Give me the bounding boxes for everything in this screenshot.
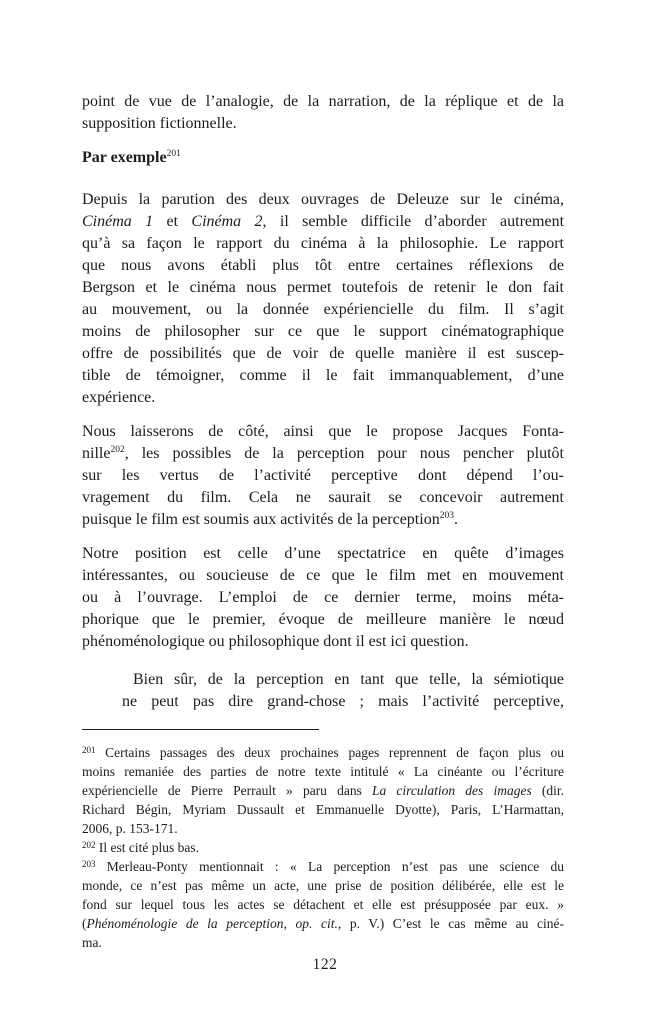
footnote-list: [82, 743, 564, 952]
text-segment: fond sur lequel tous les actes se détachent et elle est présupposée par eux. »: [82, 897, 564, 912]
text-segment: au mouvement, ou la donnée expériencielle du film. Il s’agit: [82, 301, 564, 318]
text-line: [82, 781, 564, 800]
text-segment: Merleau-Ponty mentionnait : « La perception n’est pas une science du: [95, 859, 564, 874]
text-segment: Bien sûr, de la perception en tant que telle, la sémiotique: [133, 671, 564, 688]
text-segment: moins de philosopher sur ce que le support cinématographique: [82, 323, 564, 340]
text-segment: .: [453, 511, 458, 528]
text-segment: Phénoménologie de la perception, op. cit.: [86, 916, 338, 931]
text-line: [82, 113, 564, 135]
text-segment: , les possibles de la perception pour nous pencher plutôt: [124, 445, 564, 462]
footnote-ref: 203: [439, 511, 454, 521]
text-line: [82, 147, 564, 169]
text-line: [82, 631, 564, 653]
text-line: [122, 669, 564, 691]
text-line: [82, 800, 564, 819]
footnote-ref: 201: [166, 149, 181, 159]
footnote-201: [82, 743, 564, 838]
text-line: [82, 487, 564, 509]
text-segment: offre de possibilités que de voir de quelle manière il est suscep-: [82, 345, 564, 362]
text-segment: Notre position est celle d’une spectatrice en quête d’images: [82, 545, 564, 562]
text-segment: sur les vertus de l’activité perceptive dont dépend l’ou-: [82, 467, 564, 484]
paragraph-fontanille: [82, 421, 564, 531]
text-segment: moins remaniée des parties de notre texte intitulé « La cinéante ou l’écriture: [82, 764, 564, 779]
paragraph-deleuze: [82, 189, 564, 409]
text-line: [82, 421, 564, 443]
text-line: [82, 365, 564, 387]
text-segment: nille: [82, 445, 111, 462]
text-segment: phénoménologique ou philosophique dont il est ici question.: [82, 633, 469, 650]
text-segment: intéressantes, ou soucieuse de ce que le film met en mouvement: [82, 567, 564, 584]
text-segment: Richard Bégin, Myriam Dussault et Emmanuelle Dyotte), Paris, L’Harmattan,: [82, 802, 564, 817]
text-segment: expériencielle de Pierre Perrault » paru dans: [82, 783, 372, 798]
text-line: [82, 233, 564, 255]
text-segment: Bergson et le cinéma nous permet toutefois de retenir le don fait: [82, 279, 564, 296]
text-line: [82, 343, 564, 365]
text-line: [82, 189, 564, 211]
text-line: [82, 838, 564, 857]
footnote-separator: [82, 729, 319, 730]
text-line: [82, 819, 564, 838]
text-line: [82, 857, 564, 876]
text-line: [82, 895, 564, 914]
text-line: [82, 914, 564, 933]
text-line: [82, 743, 564, 762]
text-segment: , il semble difficile d’aborder autrement: [262, 213, 565, 230]
text-line: [82, 211, 564, 233]
block-quote-semiotique: [122, 669, 564, 713]
text-line: [82, 762, 564, 781]
footnote-ref: 201: [82, 745, 96, 755]
text-line: [82, 933, 564, 952]
footnote-section: [82, 729, 564, 952]
text-line: [82, 609, 564, 631]
heading-par-exemple: [82, 147, 564, 169]
text-line: [82, 299, 564, 321]
text-segment: phorique que le premier, évoque de meilleure manière le nœud: [82, 611, 564, 628]
text-segment: Depuis la parution des deux ouvrages de Deleuze sur le cinéma,: [82, 191, 564, 208]
text-line: [82, 91, 564, 113]
text-line: [82, 387, 564, 409]
text-segment: et: [153, 213, 192, 230]
text-segment: , p. V.) C’est le cas même au ciné-: [337, 916, 564, 931]
text-line: [82, 255, 564, 277]
text-segment: (dir.: [531, 783, 564, 798]
footnote-202: [82, 838, 564, 857]
text-line: [82, 565, 564, 587]
text-segment: Il est cité plus bas.: [95, 840, 199, 855]
text-segment: qu’à sa façon le rapport du cinéma à la philosophie. Le rapport: [82, 235, 564, 252]
text-line: [82, 443, 564, 465]
text-segment: expérience.: [82, 389, 156, 406]
text-line: [82, 321, 564, 343]
text-segment: ou à l’ouvrage. L’emploi de ce dernier terme, moins méta-: [82, 589, 564, 606]
text-segment: 2006, p. 153-171.: [82, 821, 178, 836]
text-segment: ma.: [82, 935, 102, 950]
text-line: [82, 543, 564, 565]
text-segment: Cinéma 1: [82, 213, 154, 230]
text-line: [122, 691, 564, 713]
text-line: [82, 277, 564, 299]
page-number: 122: [312, 956, 338, 973]
text-segment: Certains passages des deux prochaines pages reprennent de façon plus ou: [95, 745, 564, 760]
footnote-203: [82, 857, 564, 952]
text-segment: ne peut pas dire grand-chose ; mais l’activité perceptive,: [122, 693, 564, 710]
text-segment: point de vue de l’analogie, de la narration, de la réplique et de la: [82, 93, 564, 110]
paragraph-supposition: [82, 91, 564, 135]
footnote-ref: 202: [110, 445, 125, 455]
text-segment: (: [82, 916, 87, 931]
text-segment: La circulation des images: [372, 783, 532, 798]
body-text: [82, 91, 564, 713]
paragraph-spectatrice: [82, 543, 564, 653]
text-segment: vragement du film. Cela ne saurait se concevoir autrement: [82, 489, 564, 506]
text-line: [82, 876, 564, 895]
footnote-ref: 202: [82, 840, 96, 850]
text-line: [82, 509, 564, 531]
text-segment: tible de témoigner, comme il le fait immanquablement, d’une: [82, 367, 564, 384]
text-segment: puisque le film est soumis aux activités de la perception: [82, 511, 440, 528]
text-segment: Cinéma 2: [191, 213, 263, 230]
text-segment: que nous avons établi plus tôt entre certaines réflexions de: [82, 257, 564, 274]
text-line: [82, 587, 564, 609]
text-segment: Nous laisserons de côté, ainsi que le propose Jacques Fonta-: [82, 423, 564, 440]
text-segment: Par exemple: [82, 149, 167, 166]
text-segment: monde, ce n’est pas même un acte, une prise de position délibérée, elle est le: [82, 878, 564, 893]
footnote-ref: 203: [82, 859, 96, 869]
text-segment: supposition fictionnelle.: [82, 115, 237, 132]
text-line: [82, 465, 564, 487]
